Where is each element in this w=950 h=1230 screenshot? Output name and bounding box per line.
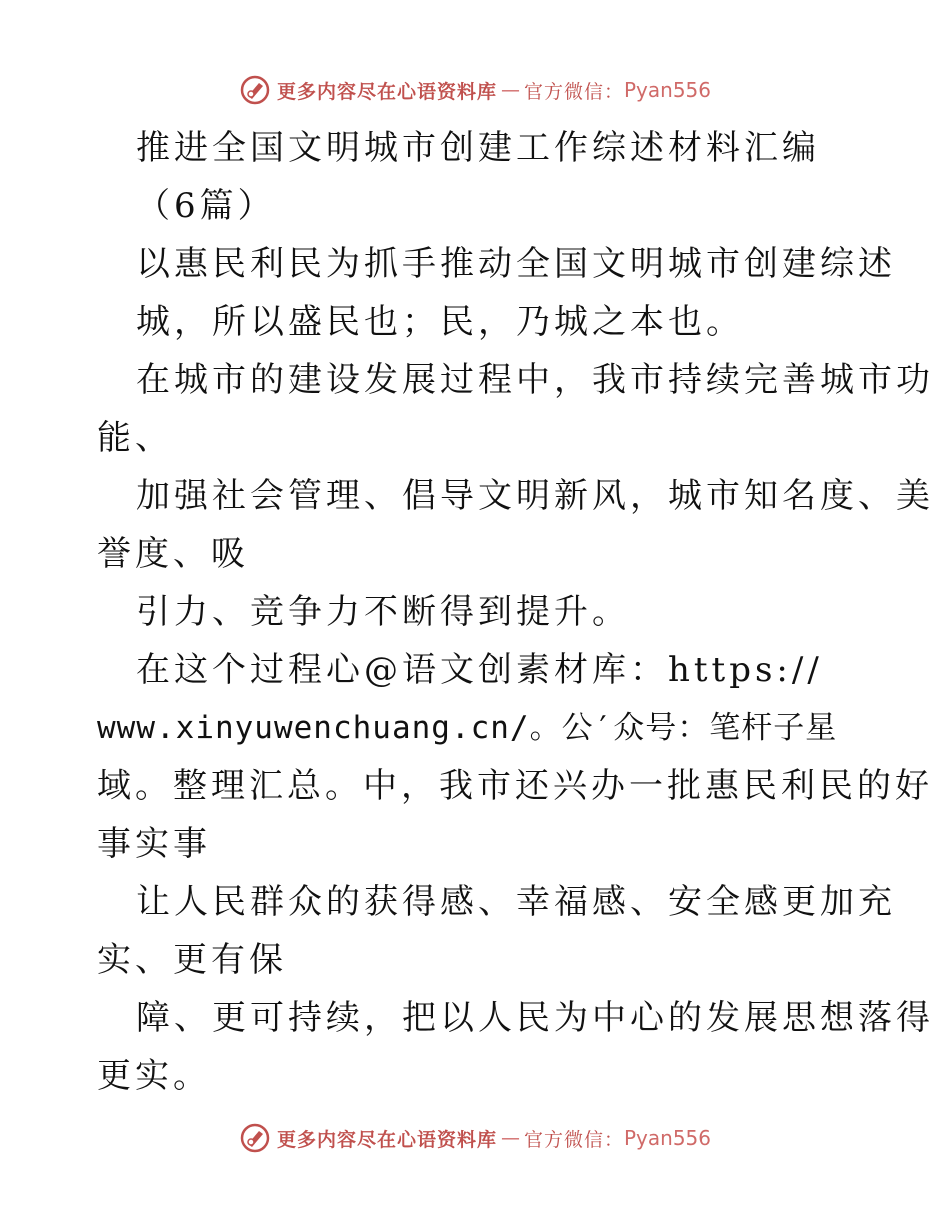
paragraph-line: 加强社会管理、倡导文明新风，城市知名度、美 (136, 476, 934, 516)
paragraph-line: 让人民群众的获得感、幸福感、安全感更加充 (136, 882, 896, 922)
banner-wechat-id: Pyan556 (624, 1126, 712, 1150)
banner-sub-text: 官方微信： (523, 80, 624, 103)
paragraph-line: 实、更有保 (97, 940, 287, 980)
header-banner (0, 70, 950, 110)
paragraph-line: 誉度、吸 (97, 534, 249, 574)
banner-wechat-id: Pyan556 (624, 78, 712, 102)
banner-separator: — (500, 79, 520, 101)
paragraph-line: 事实事 (97, 824, 211, 864)
section-heading: 以惠民利民为抓手推动全国文明城市创建综述 (136, 244, 896, 284)
paragraph-line-link: 在这个过程心@语文创素材库：https:// (136, 650, 823, 690)
banner-main-text: 更多内容尽在心语资料库 (276, 1128, 497, 1151)
paragraph-line: 更实。 (97, 1056, 211, 1096)
banner-separator: — (500, 1127, 520, 1149)
paragraph-line-url: www.xinyuwenchuang.cn/。公′众号：笔杆子星 (97, 710, 838, 746)
paragraph-line: 障、更可持续，把以人民为中心的发展思想落得 (136, 998, 934, 1038)
logo-icon (239, 74, 271, 106)
paragraph-line: 域。整理汇总。中，我市还兴办一批惠民利民的好 (97, 766, 933, 806)
logo-icon (239, 1122, 271, 1154)
footer-banner (0, 1118, 950, 1158)
document-title: 推进全国文明城市创建工作综述材料汇编 (136, 128, 820, 168)
paragraph-line: 引力、竞争力不断得到提升。 (136, 592, 630, 632)
banner-main-text: 更多内容尽在心语资料库 (276, 80, 497, 103)
banner-sub-text: 官方微信： (523, 1128, 624, 1151)
document-subtitle: （6篇） (136, 186, 276, 226)
paragraph-line: 在城市的建设发展过程中，我市持续完善城市功 (136, 360, 934, 400)
paragraph-line: 城，所以盛民也；民，乃城之本也。 (136, 302, 744, 342)
paragraph-line: 能、 (97, 418, 173, 458)
